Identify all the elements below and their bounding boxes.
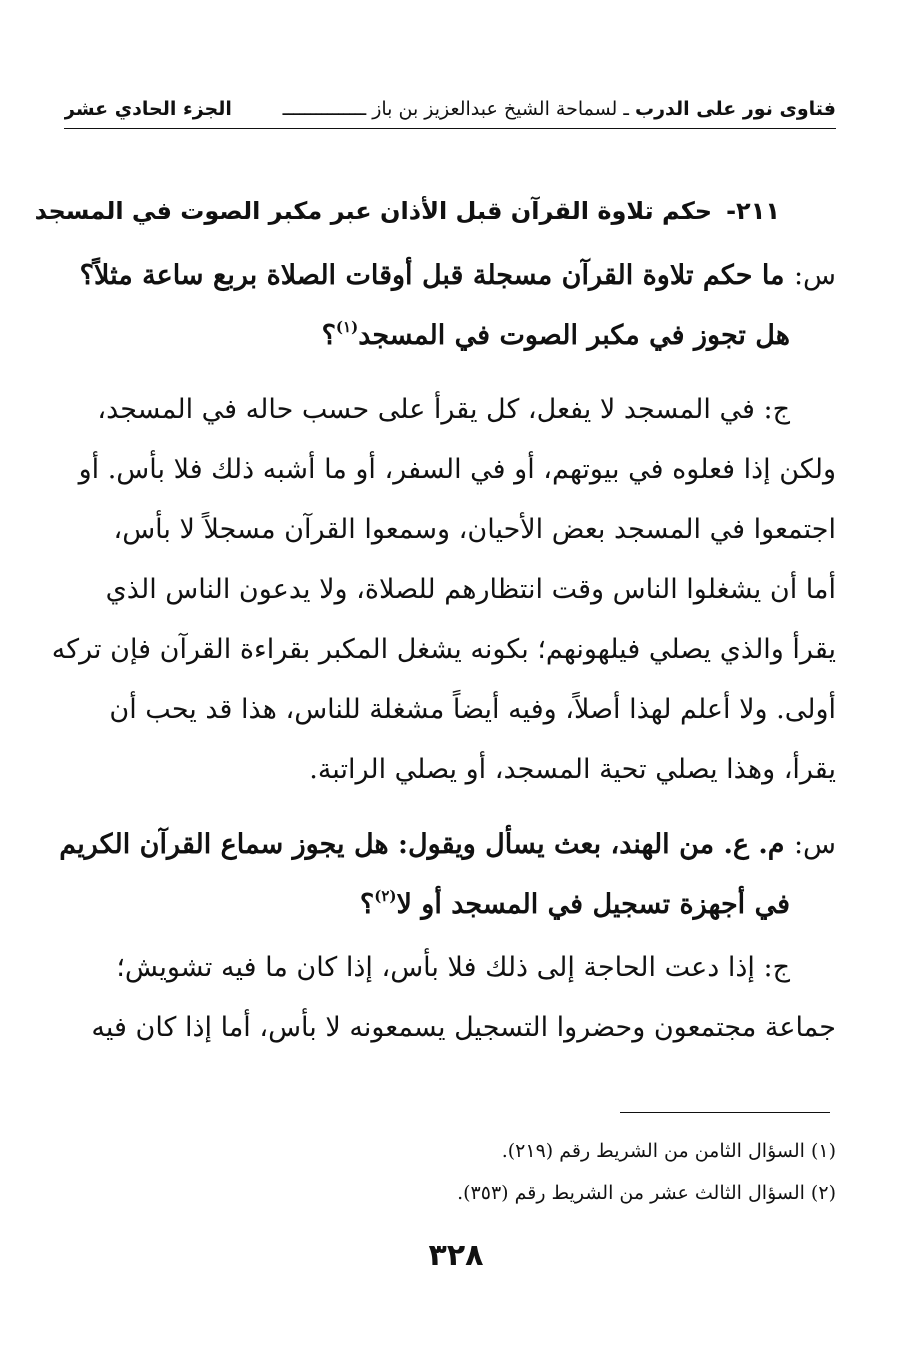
footnote-1: (١) السؤال الثامن من الشريط رقم (٢١٩). — [501, 1140, 836, 1162]
answer-2-line-2: جماعة مجتمعون وحضروا التسجيل يسمعونه لا بأس، أما إذا كان فيه — [91, 1012, 836, 1043]
running-header — [64, 92, 836, 126]
footnote-rule — [620, 1112, 830, 1113]
question-2-line-2: في أجهزة تسجيل في المسجد أو لا$^{(٢)}$؟ — [359, 887, 790, 920]
question-1-line-2: هل تجوز في مكبر الصوت في المسجد$^{(١)}$؟ — [321, 318, 790, 351]
answer-1-line-6: أولى. ولا أعلم لهذا أصلاً، وفيه أيضاً مشغلة للناس، هذا قد يحب أن — [109, 694, 836, 725]
answer-2-line-1: ج: إذا دعت الحاجة إلى ذلك فلا بأس، إذا كان ما فيه تشويش؛ — [116, 952, 790, 983]
question-1 — [64, 246, 836, 366]
answer-1-line-4: أما أن يشغلوا الناس وقت انتظارهم للصلاة، ولا يدعون الناس الذي — [105, 574, 836, 605]
question-2 — [59, 815, 836, 935]
header-rule — [64, 128, 836, 129]
fatwa-title — [34, 188, 780, 234]
question-2-line-1: س: م. ع. من الهند، بعث يسأل ويقول: هل يجوز سماع القرآن الكريم — [59, 829, 836, 860]
fatwa-number: ٢١١- — [726, 197, 780, 225]
answer-1-line-7: يقرأ، وهذا يصلي تحية المسجد، أو يصلي الراتبة. — [309, 754, 836, 785]
answer-1 — [51, 380, 836, 800]
question-prefix: س: — [793, 260, 836, 291]
fatwa-title-text: حكم تلاوة القرآن قبل الأذان عبر مكبر الصوت في المسجد — [34, 197, 713, 225]
answer-1-line-2: ولكن إذا فعلوه في بيوتهم، أو في السفر، أو ما أشبه ذلك فلا بأس. أو — [78, 454, 836, 485]
answer-2 — [64, 938, 836, 1058]
question-1-line-1: س: ما حكم تلاوة القرآن مسجلة قبل أوقات الصلاة بربع ساعة مثلاً؟ — [79, 260, 836, 291]
question-prefix: س: — [793, 829, 836, 860]
footnote-ref-1: (١) — [335, 318, 359, 336]
answer-1-line-3: اجتمعوا في المسجد بعض الأحيان، وسمعوا القرآن مسجلاً لا بأس، — [113, 514, 836, 545]
answer-1-line-5: يقرأ والذي يصلي فيلهونهم؛ بكونه يشغل المكبر بقراءة القرآن فإن تركه — [51, 634, 836, 665]
footnotes — [64, 1130, 836, 1214]
footnote-2: (٢) السؤال الثالث عشر من الشريط رقم (٣٥٣). — [457, 1182, 836, 1204]
answer-prefix: ج: — [763, 952, 790, 983]
header-series-title: فتاوى نور على الدرب — [635, 98, 836, 120]
answer-1-line-1: ج: في المسجد لا يفعل، كل يقرأ على حسب حاله في المسجد، — [97, 394, 790, 425]
header-author: ـ لسماحة الشيخ عبدالعزيز بن باز ـــــــــــــــ — [282, 98, 629, 120]
header-volume: الجزء الحادي عشر — [64, 98, 232, 120]
answer-prefix: ج: — [763, 394, 790, 425]
footnote-ref-2: (٢) — [374, 887, 397, 905]
page-number: ٣٢٨ — [428, 1238, 484, 1273]
